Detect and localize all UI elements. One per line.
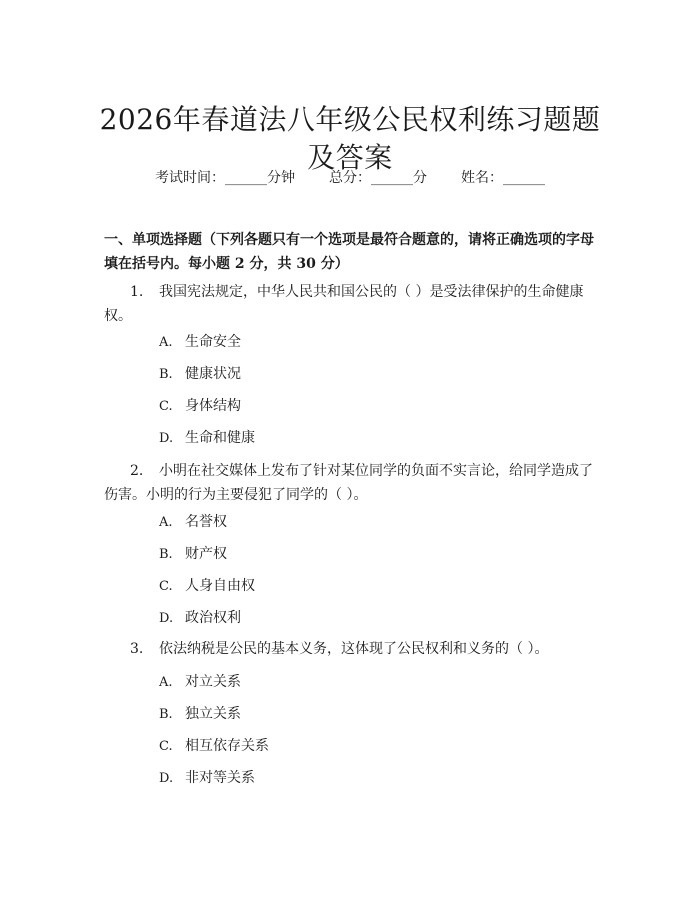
question-text: 小明在社交媒体上发布了针对某位同学的负面不实言论，给同学造成了伤害。小明的行为主要侵犯了同学的（ ）。 <box>104 463 593 503</box>
option-letter: A. <box>159 515 173 530</box>
option-letter: B. <box>159 367 173 382</box>
exam-time-field: 考试时间：______分钟 <box>155 170 295 186</box>
question-text: 依法纳税是公民的基本义务，这体现了公民权利和义务的（ ）。 <box>159 641 549 657</box>
question-3-option-a <box>159 673 241 692</box>
question-3-option-d <box>159 769 255 788</box>
option-letter: B. <box>159 707 173 722</box>
option-text: 健康状况 <box>185 366 241 382</box>
option-letter: A. <box>159 335 173 350</box>
question-1 <box>104 280 600 328</box>
option-letter: B. <box>159 547 173 562</box>
option-text: 名誉权 <box>185 514 227 530</box>
question-1-option-b <box>159 365 241 384</box>
question-text: 我国宪法规定，中华人民共和国公民的（ ）是受法律保护的生命健康权。 <box>104 284 584 324</box>
section-heading: 一、单项选择题（下列各题只有一个选项是最符合题意的，请将正确选项的字母填在括号内。每小题 2 分，共 30 分） <box>104 232 594 272</box>
question-3-option-b <box>159 705 241 724</box>
exam-meta-row <box>0 169 700 187</box>
option-letter: C. <box>159 399 173 414</box>
student-name-field: 姓名：______ <box>461 170 545 186</box>
question-1-option-a <box>159 333 241 352</box>
option-text: 政治权利 <box>185 610 241 626</box>
option-letter: D. <box>159 431 174 446</box>
option-text: 生命和健康 <box>185 430 255 446</box>
question-2 <box>104 459 600 507</box>
option-text: 非对等关系 <box>185 770 255 786</box>
option-letter: A. <box>159 675 173 690</box>
option-text: 独立关系 <box>185 706 241 722</box>
option-letter: C. <box>159 579 173 594</box>
option-letter: C. <box>159 739 173 754</box>
total-score-field: 总分：______分 <box>329 170 427 186</box>
document-title: 2026年春道法八年级公民权利练习题题及答案 <box>99 102 601 174</box>
question-1-option-d <box>159 429 255 448</box>
option-text: 人身自由权 <box>185 578 255 594</box>
question-1-option-c <box>159 397 241 416</box>
question-3-option-c <box>159 737 269 756</box>
option-text: 身体结构 <box>185 398 241 414</box>
option-text: 生命安全 <box>185 334 241 350</box>
question-number: 3. <box>130 641 144 657</box>
question-2-option-a <box>159 513 227 532</box>
question-3 <box>104 637 600 661</box>
question-number: 2. <box>130 463 144 479</box>
question-2-option-b <box>159 545 227 564</box>
option-text: 对立关系 <box>185 674 241 690</box>
question-2-option-d <box>159 609 241 628</box>
question-number: 1. <box>130 284 144 300</box>
option-text: 财产权 <box>185 546 227 562</box>
option-letter: D. <box>159 771 174 786</box>
option-letter: D. <box>159 611 174 626</box>
question-2-option-c <box>159 577 255 596</box>
option-text: 相互依存关系 <box>185 738 269 754</box>
